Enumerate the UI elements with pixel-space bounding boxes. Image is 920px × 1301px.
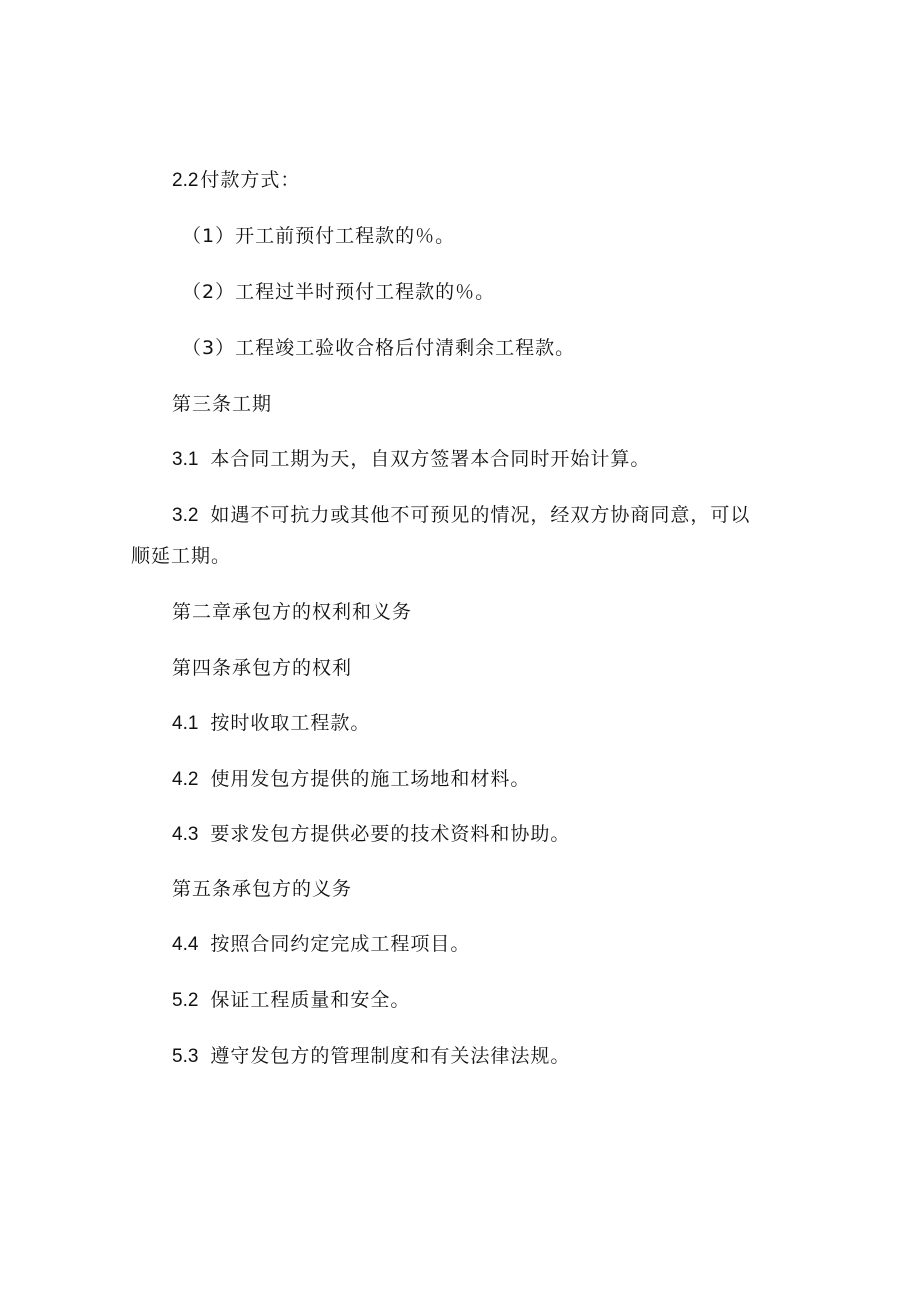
payment-method-heading <box>172 168 300 193</box>
clause-text: 第五条承包方的义务 <box>172 878 353 900</box>
clause-3-2-continuation <box>131 544 231 568</box>
clause-number: 5.2 <box>172 990 199 1011</box>
clause-4-2 <box>172 767 530 792</box>
payment-item-2 <box>182 280 495 304</box>
clause-5-3 <box>172 1044 570 1069</box>
article-4-heading <box>172 656 352 680</box>
clause-3-1 <box>172 447 650 472</box>
clause-text: 付款方式： <box>200 169 301 191</box>
clause-4-3 <box>172 822 570 847</box>
clause-number: 5.3 <box>172 1046 199 1067</box>
clause-4-1 <box>172 711 370 736</box>
clause-text: （2）工程过半时预付工程款的％。 <box>182 281 496 303</box>
article-3-heading <box>172 392 272 416</box>
clause-text: 遵守发包方的管理制度和有关法律法规。 <box>210 1045 571 1067</box>
clause-text: 按照合同约定完成工程项目。 <box>210 933 471 955</box>
clause-text: 第二章承包方的权利和义务 <box>172 601 413 623</box>
clause-text: 按时收取工程款。 <box>210 712 371 734</box>
clause-number: 4.3 <box>172 824 199 845</box>
clause-text: 使用发包方提供的施工场地和材料。 <box>210 768 531 790</box>
chapter-2-heading <box>172 600 412 624</box>
clause-text: 顺延工期。 <box>131 545 232 567</box>
clause-number: 4.4 <box>172 934 199 955</box>
clause-text: 第三条工期 <box>172 393 273 415</box>
clause-text: 要求发包方提供必要的技术资料和协助。 <box>210 823 571 845</box>
clause-5-2 <box>172 988 410 1013</box>
clause-text: （1）开工前预付工程款的％。 <box>182 225 456 247</box>
clause-3-2 <box>172 503 750 528</box>
clause-number: 4.1 <box>172 713 199 734</box>
clause-text: （3）工程竣工验收合格后付清剩余工程款。 <box>182 337 576 359</box>
clause-text: 如遇不可抗力或其他不可预见的情况，经双方协商同意，可以 <box>210 504 751 526</box>
clause-number: 3.1 <box>172 449 199 470</box>
clause-text: 本合同工期为天，自双方签署本合同时开始计算。 <box>210 448 651 470</box>
clause-text: 保证工程质量和安全。 <box>210 989 411 1011</box>
clause-text: 第四条承包方的权利 <box>172 657 353 679</box>
clause-number: 4.2 <box>172 769 199 790</box>
payment-item-1 <box>182 224 455 248</box>
payment-item-3 <box>182 336 575 360</box>
clause-number: 3.2 <box>172 505 199 526</box>
article-5-heading <box>172 877 352 901</box>
clause-4-4 <box>172 932 470 957</box>
clause-number: 2.2 <box>172 170 199 191</box>
